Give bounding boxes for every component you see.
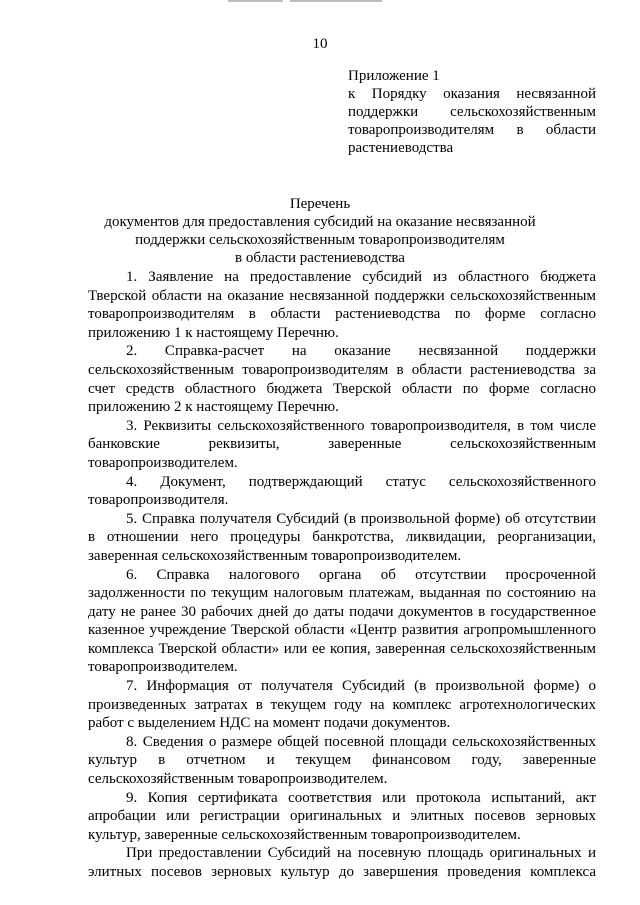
appendix-title: Приложение 1 bbox=[348, 68, 440, 84]
list-item: 7. Информация от получателя Субсидий (в произвольной форме) о произведенных затратах в текущем году на комплекс агротехнологических работ с выделением НДС на момент подачи документов. bbox=[88, 678, 596, 732]
list-item: 8. Сведения о размере общей посевной площади сельскохозяйственных культур в отчетном и текущем финансовом году, заверенные сельскохозяйственным товаропроизводителем. bbox=[88, 733, 596, 788]
list-item: 3. Реквизиты сельскохозяйственного товаропроизводителя, в том числе банковские реквизиты, заверенные сельскохозяйственным товаропроизводителем. bbox=[88, 417, 596, 471]
list-item: 6. Справка налогового органа об отсутствии просроченной задолженности по текущим налоговым платежам, выданная по состоянию на дату не ранее 30 рабочих дней до даты подачи документов в государственное казенное учреждение Тверской области «Центр развития агропромышленного комплекса Тверской области» или ее копия, заверенная сельскохозяйственным товаропроизводителем. bbox=[88, 566, 596, 676]
scan-top-line bbox=[290, 0, 382, 2]
title-line: документов для предоставления субсидий на оказание несвязанной bbox=[104, 214, 536, 230]
title-line: в области растениеводства bbox=[235, 250, 405, 266]
page-number: 10 bbox=[312, 36, 328, 52]
appendix-reference: к Порядку оказания несвязанной поддержки сельскохозяйственным товаропроизводителям в области растениеводства bbox=[348, 86, 596, 156]
list-item: 1. Заявление на предоставление субсидий из областного бюджета Тверской области на оказание несвязанной поддержки сельскохозяйственным товаропроизводителям в области растениеводства по форме согласно приложению 1 к настоящему Перечню. bbox=[88, 269, 596, 341]
title-line: Перечень bbox=[289, 196, 351, 212]
appendix-header bbox=[348, 67, 596, 157]
continuation-paragraph: При предоставлении Субсидий на посевную площадь оригинальных и элитных посевов зерновых культур до завершения проведения комплекса bbox=[88, 845, 596, 880]
list-item: 9. Копия сертификата соответствия или протокола испытаний, акт апробации или регистрации оригинальных и элитных посевов зерновых культур, заверенные сельскохозяйственным товаропроизводителем. bbox=[88, 789, 596, 843]
list-item: 2. Справка-расчет на оказание несвязанной поддержки сельскохозяйственным товаропроизводителям в области растениеводства за счет средств областного бюджета Тверской области по форме согласно приложению 2 к настоящему Перечню. bbox=[88, 343, 596, 416]
scan-top-line bbox=[228, 0, 283, 2]
list-item: 4. Документ, подтверждающий статус сельскохозяйственного товаропроизводителя. bbox=[88, 473, 596, 509]
document-body bbox=[88, 268, 596, 882]
title-line: поддержки сельскохозяйственным товаропроизводителям bbox=[135, 232, 505, 248]
list-item: 5. Справка получателя Субсидий (в произвольной форме) об отсутствии в отношении него процедуры банкротства, ликвидации, реорганизации, заверенная сельскохозяйственным товаропроизводителем. bbox=[88, 510, 596, 564]
document-title bbox=[80, 195, 560, 267]
